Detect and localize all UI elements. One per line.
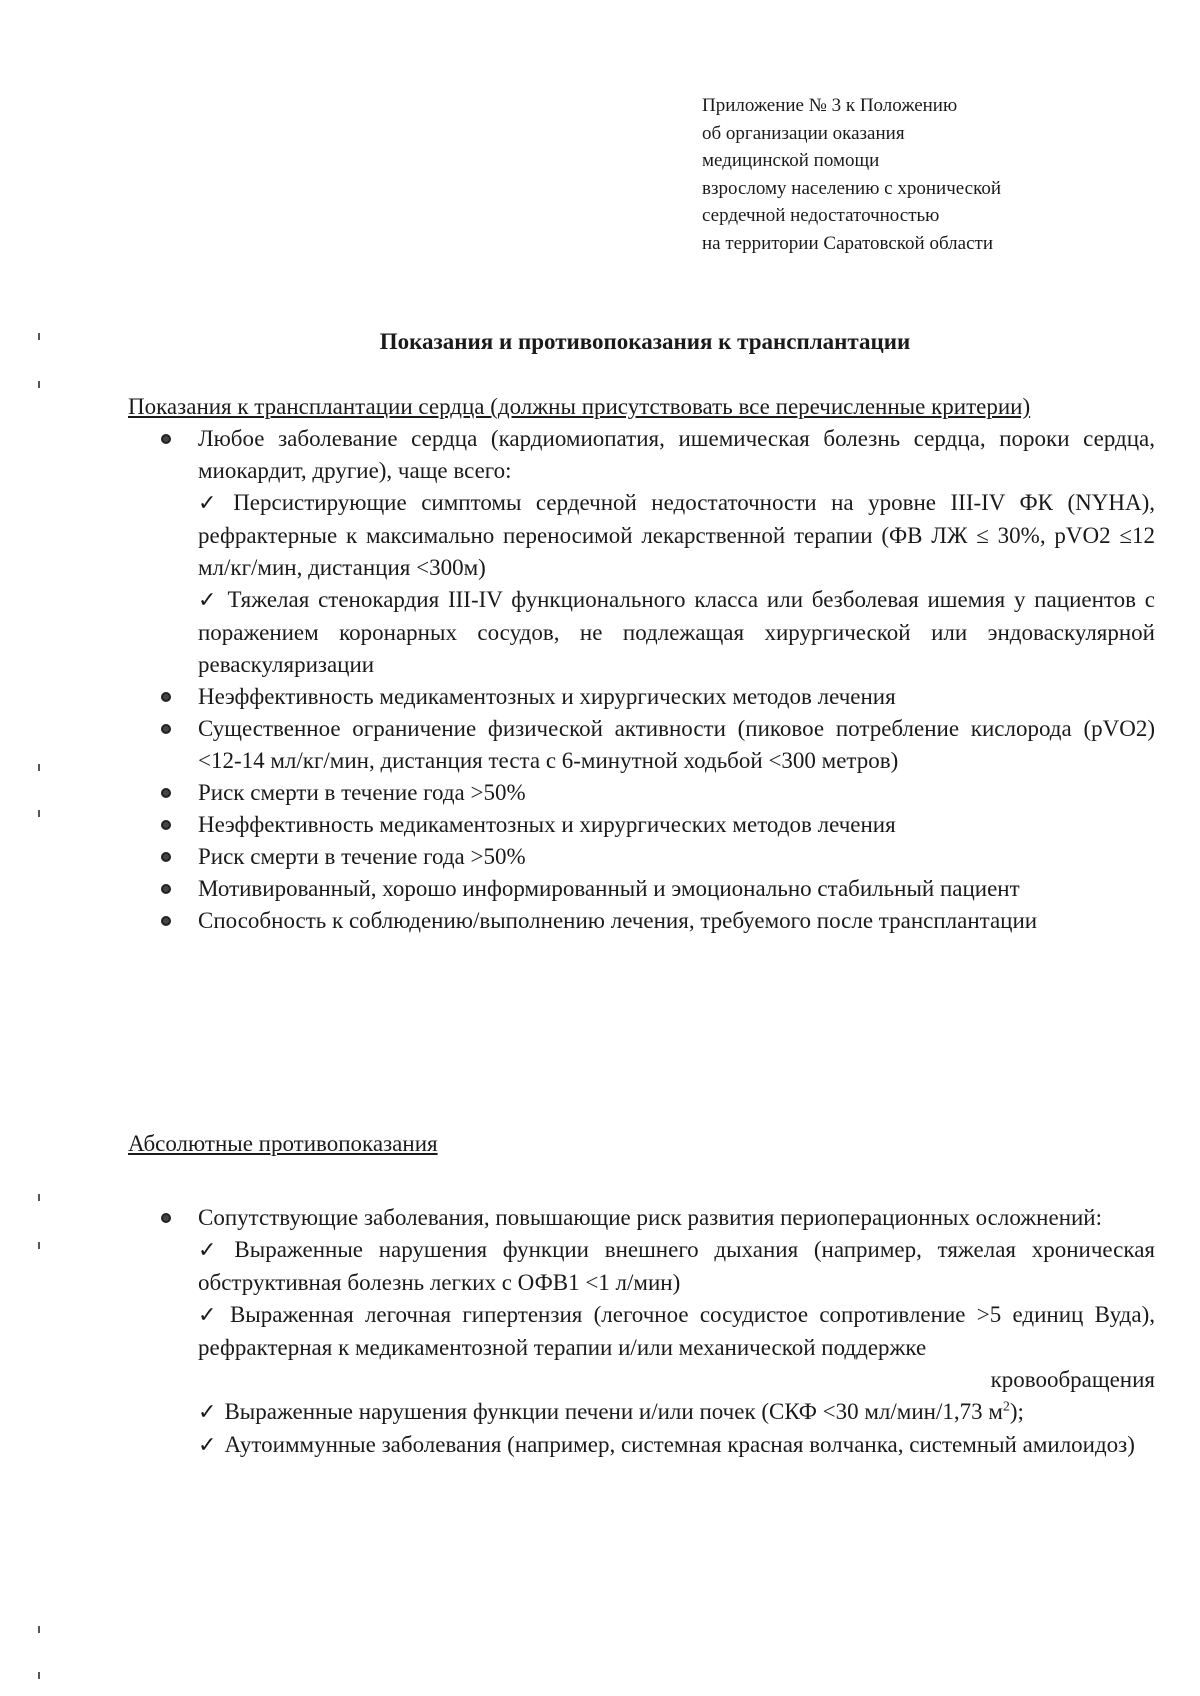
- item-text: Неэффективность медикаментозных и хирургических методов лечения: [198, 812, 896, 837]
- check-icon: ✓: [198, 1303, 222, 1328]
- check-icon: ✓: [198, 1400, 217, 1425]
- item-text: Сопутствующие заболевания, повышающие риск развития периоперационных осложнений:: [198, 1205, 1103, 1230]
- sub-item-text: Выраженные нарушения функции внешнего дыхания (например, тяжелая хроническая обструктивная болезнь легких с ОФВ1 <1 л/мин): [198, 1237, 1155, 1295]
- indications-heading: Показания к трансплантации сердца (должны присутствовать все перечисленные критерии): [128, 394, 1031, 419]
- sub-item: [198, 1234, 1155, 1299]
- check-icon: ✓: [198, 1238, 227, 1263]
- annex-line: на территории Саратовской области: [702, 232, 993, 254]
- scan-mark: [38, 381, 40, 388]
- scan-mark: [38, 764, 40, 771]
- scan-mark: [38, 1194, 40, 1201]
- list-item: [128, 873, 1155, 905]
- sub-item: [198, 584, 1155, 681]
- list-item: [128, 809, 1155, 841]
- superscript: 2: [1002, 1399, 1010, 1415]
- scan-mark: [38, 1672, 40, 1679]
- sub-item-text: Аутоиммунные заболевания (например, системная красная волчанка, системный амилоидоз): [224, 1432, 1135, 1457]
- annex-line: медицинской помощи: [702, 150, 880, 171]
- check-icon: ✓: [198, 588, 220, 613]
- annex-header: [702, 92, 1142, 257]
- list-item: [128, 681, 1155, 713]
- list-item: [128, 423, 1155, 681]
- sub-item-tail: кровообращения: [990, 1367, 1155, 1392]
- annex-line: об организации оказания: [702, 122, 905, 144]
- sub-item: [198, 1299, 1155, 1396]
- check-icon: ✓: [198, 491, 226, 516]
- sub-item: [198, 487, 1155, 584]
- indications-section: [128, 391, 1155, 937]
- annex-line: Приложение № 3 к Положению: [702, 95, 958, 116]
- sub-item-end: );: [1009, 1399, 1024, 1424]
- sub-item: [198, 1396, 1155, 1429]
- list-item: [128, 1202, 1155, 1462]
- item-text: Риск смерти в течение года >50%: [198, 844, 526, 869]
- item-text: Риск смерти в течение года >50%: [198, 780, 526, 805]
- sub-item-text: Тяжелая стенокардия III-IV функционального класса или безболевая ишемия у пациентов с поражением коронарных сосудов, не подлежащая хирургической или эндоваскулярной реваскуляризации: [198, 587, 1156, 677]
- item-text: Любое заболевание сердца (кардиомиопатия, ишемическая болезнь сердца, пороки сердца, миокардит, другие), чаще всего:: [198, 426, 1155, 483]
- scan-mark: [38, 810, 40, 817]
- sub-item-text: Персистирующие симптомы сердечной недостаточности на уровне III-IV ФК (NYHA), рефрактерные к максимально переносимой лекарственной терапии (ФВ ЛЖ ≤ 30%, pVO2 ≤12 мл/кг/мин, дистанция <300м): [198, 490, 1156, 580]
- list-item: [128, 777, 1155, 809]
- annex-line: сердечной недостаточностью: [702, 205, 940, 226]
- item-text: Существенное ограничение физической активности (пиковое потребление кислорода (pVO2) <12-14 мл/кг/мин, дистанция теста с 6-минутной ходьбой <300 метров): [198, 716, 1155, 773]
- annex-line: взрослому населению с хронической: [702, 177, 1002, 199]
- list-item: [128, 713, 1155, 777]
- indications-list: [128, 423, 1155, 937]
- document-title: Показания и противопоказания к трансплантации: [379, 329, 911, 354]
- item-text: Мотивированный, хорошо информированный и эмоционально стабильный пациент: [198, 876, 1020, 901]
- check-icon: ✓: [198, 1433, 217, 1458]
- contraindications-heading: Абсолютные противопоказания: [128, 1131, 438, 1156]
- sub-item-text: Выраженная легочная гипертензия (легочное сосудистое сопротивление >5 единиц Вуда), рефрактерная к медикаментозной терапии и/или механической поддержке: [198, 1302, 1155, 1360]
- sub-item-text: Выраженные нарушения функции печени и/или почек (СКФ <30 мл/мин/1,73 м: [224, 1399, 1003, 1424]
- scan-mark: [38, 1242, 40, 1249]
- sub-item: [198, 1429, 1155, 1462]
- item-text: Неэффективность медикаментозных и хирургических методов лечения: [198, 684, 896, 709]
- list-item: [128, 905, 1155, 937]
- item-text: Способность к соблюдению/выполнению лечения, требуемого после трансплантации: [198, 908, 1038, 933]
- list-item: [128, 841, 1155, 873]
- scan-mark: [38, 1626, 40, 1633]
- contraindications-section: [128, 1128, 1155, 1462]
- contraindications-list: [128, 1202, 1155, 1462]
